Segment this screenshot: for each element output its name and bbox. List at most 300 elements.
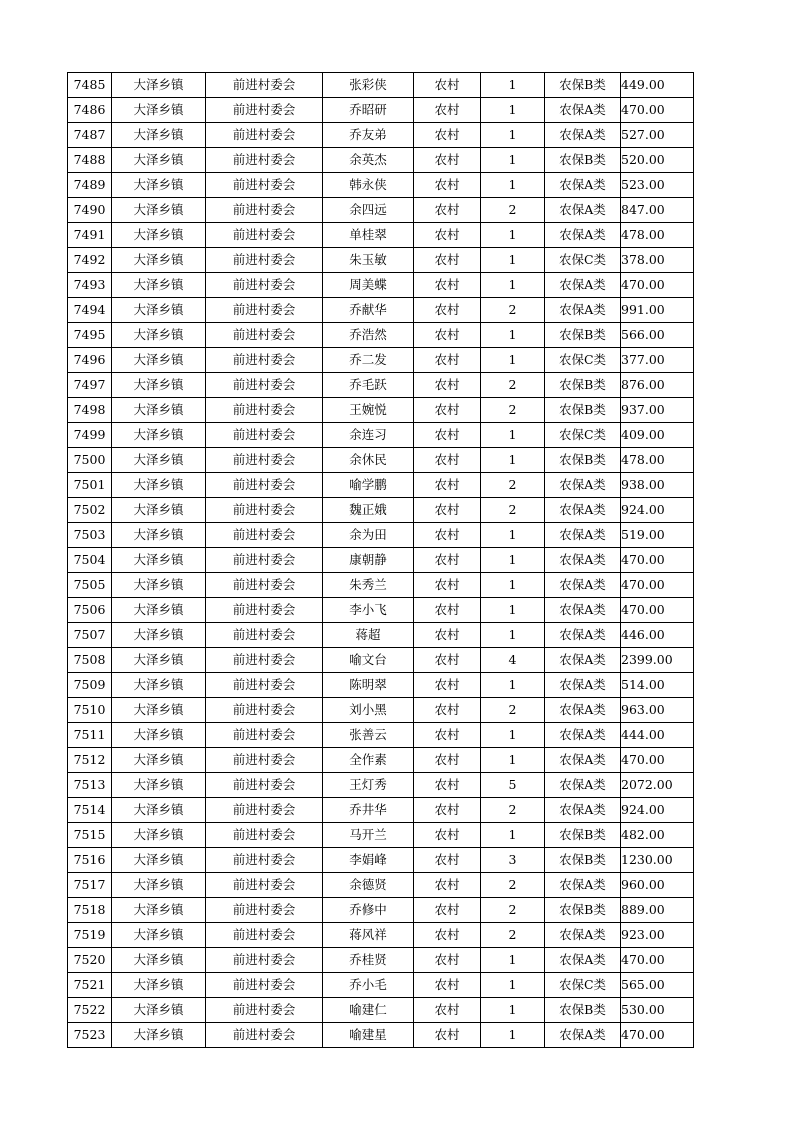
insurance-category-cell: 农保A类 xyxy=(545,673,621,698)
area-type-cell: 农村 xyxy=(414,648,481,673)
seq-number-cell: 7523 xyxy=(68,1023,112,1048)
name-cell: 余连习 xyxy=(323,423,414,448)
township-cell: 大泽乡镇 xyxy=(112,523,206,548)
table-row xyxy=(68,698,694,723)
village-committee-cell: 前进村委会 xyxy=(206,98,323,123)
table-row xyxy=(68,448,694,473)
area-type-cell: 农村 xyxy=(414,298,481,323)
household-count-cell: 1 xyxy=(481,973,545,998)
household-count-cell: 1 xyxy=(481,323,545,348)
seq-number-cell: 7511 xyxy=(68,723,112,748)
township-cell: 大泽乡镇 xyxy=(112,948,206,973)
insurance-category-cell: 农保A类 xyxy=(545,523,621,548)
name-cell: 朱秀兰 xyxy=(323,573,414,598)
table-row xyxy=(68,923,694,948)
household-count-cell: 1 xyxy=(481,523,545,548)
area-type-cell: 农村 xyxy=(414,198,481,223)
household-count-cell: 2 xyxy=(481,398,545,423)
amount-cell: 470.00 xyxy=(621,98,694,123)
household-count-cell: 3 xyxy=(481,848,545,873)
seq-number-cell: 7487 xyxy=(68,123,112,148)
household-count-cell: 2 xyxy=(481,898,545,923)
table-row xyxy=(68,848,694,873)
table-row xyxy=(68,298,694,323)
table-row xyxy=(68,573,694,598)
name-cell: 余为田 xyxy=(323,523,414,548)
village-committee-cell: 前进村委会 xyxy=(206,823,323,848)
seq-number-cell: 7517 xyxy=(68,873,112,898)
township-cell: 大泽乡镇 xyxy=(112,673,206,698)
insurance-category-cell: 农保B类 xyxy=(545,373,621,398)
insurance-category-cell: 农保A类 xyxy=(545,1023,621,1048)
name-cell: 李小飞 xyxy=(323,598,414,623)
township-cell: 大泽乡镇 xyxy=(112,323,206,348)
insurance-category-cell: 农保B类 xyxy=(545,998,621,1023)
village-committee-cell: 前进村委会 xyxy=(206,798,323,823)
village-committee-cell: 前进村委会 xyxy=(206,898,323,923)
insurance-category-cell: 农保A类 xyxy=(545,173,621,198)
name-cell: 乔浩然 xyxy=(323,323,414,348)
village-committee-cell: 前进村委会 xyxy=(206,973,323,998)
area-type-cell: 农村 xyxy=(414,448,481,473)
township-cell: 大泽乡镇 xyxy=(112,98,206,123)
village-committee-cell: 前进村委会 xyxy=(206,323,323,348)
name-cell: 王婉悦 xyxy=(323,398,414,423)
seq-number-cell: 7500 xyxy=(68,448,112,473)
household-count-cell: 1 xyxy=(481,1023,545,1048)
insurance-category-cell: 农保B类 xyxy=(545,323,621,348)
area-type-cell: 农村 xyxy=(414,398,481,423)
table-row xyxy=(68,973,694,998)
amount-cell: 446.00 xyxy=(621,623,694,648)
amount-cell: 523.00 xyxy=(621,173,694,198)
village-committee-cell: 前进村委会 xyxy=(206,123,323,148)
village-committee-cell: 前进村委会 xyxy=(206,73,323,98)
village-committee-cell: 前进村委会 xyxy=(206,398,323,423)
village-committee-cell: 前进村委会 xyxy=(206,273,323,298)
insurance-category-cell: 农保B类 xyxy=(545,398,621,423)
seq-number-cell: 7520 xyxy=(68,948,112,973)
table-row xyxy=(68,348,694,373)
household-count-cell: 2 xyxy=(481,198,545,223)
seq-number-cell: 7509 xyxy=(68,673,112,698)
table-row xyxy=(68,423,694,448)
area-type-cell: 农村 xyxy=(414,748,481,773)
household-count-cell: 1 xyxy=(481,948,545,973)
amount-cell: 938.00 xyxy=(621,473,694,498)
village-committee-cell: 前进村委会 xyxy=(206,848,323,873)
township-cell: 大泽乡镇 xyxy=(112,498,206,523)
table-row xyxy=(68,373,694,398)
area-type-cell: 农村 xyxy=(414,723,481,748)
insurance-category-cell: 农保B类 xyxy=(545,73,621,98)
insurance-category-cell: 农保B类 xyxy=(545,448,621,473)
township-cell: 大泽乡镇 xyxy=(112,598,206,623)
area-type-cell: 农村 xyxy=(414,923,481,948)
seq-number-cell: 7507 xyxy=(68,623,112,648)
table-row xyxy=(68,623,694,648)
township-cell: 大泽乡镇 xyxy=(112,873,206,898)
amount-cell: 1230.00 xyxy=(621,848,694,873)
amount-cell: 2399.00 xyxy=(621,648,694,673)
household-count-cell: 1 xyxy=(481,748,545,773)
name-cell: 喻学鹏 xyxy=(323,473,414,498)
table-row xyxy=(68,873,694,898)
seq-number-cell: 7513 xyxy=(68,773,112,798)
township-cell: 大泽乡镇 xyxy=(112,848,206,873)
household-count-cell: 2 xyxy=(481,923,545,948)
village-committee-cell: 前进村委会 xyxy=(206,473,323,498)
seq-number-cell: 7496 xyxy=(68,348,112,373)
area-type-cell: 农村 xyxy=(414,123,481,148)
name-cell: 张善云 xyxy=(323,723,414,748)
village-committee-cell: 前进村委会 xyxy=(206,173,323,198)
amount-cell: 991.00 xyxy=(621,298,694,323)
table-row xyxy=(68,1023,694,1048)
seq-number-cell: 7521 xyxy=(68,973,112,998)
table-row xyxy=(68,173,694,198)
table-row xyxy=(68,723,694,748)
township-cell: 大泽乡镇 xyxy=(112,423,206,448)
amount-cell: 566.00 xyxy=(621,323,694,348)
township-cell: 大泽乡镇 xyxy=(112,773,206,798)
household-count-cell: 1 xyxy=(481,423,545,448)
seq-number-cell: 7488 xyxy=(68,148,112,173)
amount-cell: 2072.00 xyxy=(621,773,694,798)
household-count-cell: 5 xyxy=(481,773,545,798)
table-row xyxy=(68,673,694,698)
seq-number-cell: 7518 xyxy=(68,898,112,923)
area-type-cell: 农村 xyxy=(414,148,481,173)
amount-cell: 924.00 xyxy=(621,798,694,823)
area-type-cell: 农村 xyxy=(414,823,481,848)
amount-cell: 963.00 xyxy=(621,698,694,723)
village-committee-cell: 前进村委会 xyxy=(206,373,323,398)
township-cell: 大泽乡镇 xyxy=(112,1023,206,1048)
name-cell: 乔小毛 xyxy=(323,973,414,998)
insurance-category-cell: 农保A类 xyxy=(545,573,621,598)
household-count-cell: 2 xyxy=(481,298,545,323)
seq-number-cell: 7506 xyxy=(68,598,112,623)
village-committee-cell: 前进村委会 xyxy=(206,773,323,798)
seq-number-cell: 7505 xyxy=(68,573,112,598)
village-committee-cell: 前进村委会 xyxy=(206,348,323,373)
name-cell: 康朝静 xyxy=(323,548,414,573)
name-cell: 乔友弟 xyxy=(323,123,414,148)
amount-cell: 478.00 xyxy=(621,448,694,473)
household-count-cell: 1 xyxy=(481,823,545,848)
name-cell: 韩永侠 xyxy=(323,173,414,198)
township-cell: 大泽乡镇 xyxy=(112,348,206,373)
area-type-cell: 农村 xyxy=(414,998,481,1023)
area-type-cell: 农村 xyxy=(414,73,481,98)
table-row xyxy=(68,748,694,773)
insurance-category-cell: 农保A类 xyxy=(545,648,621,673)
area-type-cell: 农村 xyxy=(414,1023,481,1048)
name-cell: 喻建星 xyxy=(323,1023,414,1048)
household-count-cell: 1 xyxy=(481,173,545,198)
seq-number-cell: 7494 xyxy=(68,298,112,323)
table-row xyxy=(68,473,694,498)
seq-number-cell: 7489 xyxy=(68,173,112,198)
insurance-category-cell: 农保A类 xyxy=(545,273,621,298)
amount-cell: 923.00 xyxy=(621,923,694,948)
insurance-category-cell: 农保C类 xyxy=(545,973,621,998)
area-type-cell: 农村 xyxy=(414,173,481,198)
seq-number-cell: 7504 xyxy=(68,548,112,573)
table-row xyxy=(68,523,694,548)
township-cell: 大泽乡镇 xyxy=(112,748,206,773)
area-type-cell: 农村 xyxy=(414,273,481,298)
data-table xyxy=(67,72,694,1048)
amount-cell: 847.00 xyxy=(621,198,694,223)
name-cell: 乔修中 xyxy=(323,898,414,923)
seq-number-cell: 7503 xyxy=(68,523,112,548)
seq-number-cell: 7495 xyxy=(68,323,112,348)
name-cell: 余德贤 xyxy=(323,873,414,898)
table-row xyxy=(68,273,694,298)
village-committee-cell: 前进村委会 xyxy=(206,248,323,273)
area-type-cell: 农村 xyxy=(414,673,481,698)
township-cell: 大泽乡镇 xyxy=(112,473,206,498)
amount-cell: 565.00 xyxy=(621,973,694,998)
seq-number-cell: 7515 xyxy=(68,823,112,848)
amount-cell: 470.00 xyxy=(621,548,694,573)
village-committee-cell: 前进村委会 xyxy=(206,423,323,448)
seq-number-cell: 7510 xyxy=(68,698,112,723)
household-count-cell: 1 xyxy=(481,448,545,473)
household-count-cell: 1 xyxy=(481,148,545,173)
table-row xyxy=(68,123,694,148)
area-type-cell: 农村 xyxy=(414,973,481,998)
household-count-cell: 2 xyxy=(481,873,545,898)
name-cell: 张彩侠 xyxy=(323,73,414,98)
amount-cell: 470.00 xyxy=(621,748,694,773)
seq-number-cell: 7493 xyxy=(68,273,112,298)
township-cell: 大泽乡镇 xyxy=(112,448,206,473)
township-cell: 大泽乡镇 xyxy=(112,73,206,98)
insurance-category-cell: 农保A类 xyxy=(545,773,621,798)
insurance-category-cell: 农保A类 xyxy=(545,98,621,123)
table-row xyxy=(68,998,694,1023)
table-row xyxy=(68,398,694,423)
table-row xyxy=(68,73,694,98)
name-cell: 乔井华 xyxy=(323,798,414,823)
village-committee-cell: 前进村委会 xyxy=(206,298,323,323)
table-row xyxy=(68,773,694,798)
insurance-category-cell: 农保A类 xyxy=(545,723,621,748)
table-row xyxy=(68,223,694,248)
name-cell: 乔桂贤 xyxy=(323,948,414,973)
village-committee-cell: 前进村委会 xyxy=(206,148,323,173)
township-cell: 大泽乡镇 xyxy=(112,273,206,298)
name-cell: 李娟峰 xyxy=(323,848,414,873)
table-row xyxy=(68,798,694,823)
insurance-category-cell: 农保A类 xyxy=(545,473,621,498)
household-count-cell: 1 xyxy=(481,273,545,298)
seq-number-cell: 7512 xyxy=(68,748,112,773)
township-cell: 大泽乡镇 xyxy=(112,248,206,273)
name-cell: 余四远 xyxy=(323,198,414,223)
household-count-cell: 1 xyxy=(481,598,545,623)
amount-cell: 377.00 xyxy=(621,348,694,373)
seq-number-cell: 7486 xyxy=(68,98,112,123)
name-cell: 乔昭研 xyxy=(323,98,414,123)
household-count-cell: 1 xyxy=(481,573,545,598)
amount-cell: 470.00 xyxy=(621,598,694,623)
village-committee-cell: 前进村委会 xyxy=(206,548,323,573)
table-row xyxy=(68,248,694,273)
area-type-cell: 农村 xyxy=(414,948,481,973)
amount-cell: 378.00 xyxy=(621,248,694,273)
village-committee-cell: 前进村委会 xyxy=(206,598,323,623)
insurance-category-cell: 农保A类 xyxy=(545,623,621,648)
insurance-category-cell: 农保B类 xyxy=(545,848,621,873)
township-cell: 大泽乡镇 xyxy=(112,998,206,1023)
village-committee-cell: 前进村委会 xyxy=(206,623,323,648)
household-count-cell: 2 xyxy=(481,373,545,398)
name-cell: 喻文台 xyxy=(323,648,414,673)
amount-cell: 470.00 xyxy=(621,948,694,973)
insurance-category-cell: 农保A类 xyxy=(545,548,621,573)
insurance-category-cell: 农保B类 xyxy=(545,148,621,173)
area-type-cell: 农村 xyxy=(414,423,481,448)
name-cell: 周美蝶 xyxy=(323,273,414,298)
name-cell: 刘小黑 xyxy=(323,698,414,723)
name-cell: 单桂翠 xyxy=(323,223,414,248)
amount-cell: 960.00 xyxy=(621,873,694,898)
insurance-category-cell: 农保A类 xyxy=(545,923,621,948)
seq-number-cell: 7499 xyxy=(68,423,112,448)
name-cell: 蒋超 xyxy=(323,623,414,648)
village-committee-cell: 前进村委会 xyxy=(206,748,323,773)
village-committee-cell: 前进村委会 xyxy=(206,523,323,548)
amount-cell: 482.00 xyxy=(621,823,694,848)
household-count-cell: 4 xyxy=(481,648,545,673)
table-row xyxy=(68,598,694,623)
insurance-category-cell: 农保A类 xyxy=(545,748,621,773)
name-cell: 余休民 xyxy=(323,448,414,473)
village-committee-cell: 前进村委会 xyxy=(206,998,323,1023)
insurance-category-cell: 农保A类 xyxy=(545,873,621,898)
table-row xyxy=(68,148,694,173)
area-type-cell: 农村 xyxy=(414,323,481,348)
township-cell: 大泽乡镇 xyxy=(112,698,206,723)
seq-number-cell: 7514 xyxy=(68,798,112,823)
area-type-cell: 农村 xyxy=(414,348,481,373)
insurance-category-cell: 农保A类 xyxy=(545,198,621,223)
household-count-cell: 1 xyxy=(481,248,545,273)
village-committee-cell: 前进村委会 xyxy=(206,1023,323,1048)
area-type-cell: 农村 xyxy=(414,98,481,123)
area-type-cell: 农村 xyxy=(414,573,481,598)
village-committee-cell: 前进村委会 xyxy=(206,673,323,698)
seq-number-cell: 7497 xyxy=(68,373,112,398)
amount-cell: 514.00 xyxy=(621,673,694,698)
household-count-cell: 1 xyxy=(481,348,545,373)
township-cell: 大泽乡镇 xyxy=(112,573,206,598)
seq-number-cell: 7516 xyxy=(68,848,112,873)
area-type-cell: 农村 xyxy=(414,223,481,248)
name-cell: 乔毛跃 xyxy=(323,373,414,398)
insurance-category-cell: 农保A类 xyxy=(545,123,621,148)
area-type-cell: 农村 xyxy=(414,473,481,498)
household-count-cell: 2 xyxy=(481,798,545,823)
village-committee-cell: 前进村委会 xyxy=(206,698,323,723)
township-cell: 大泽乡镇 xyxy=(112,648,206,673)
insurance-category-cell: 农保C类 xyxy=(545,348,621,373)
township-cell: 大泽乡镇 xyxy=(112,373,206,398)
name-cell: 王灯秀 xyxy=(323,773,414,798)
township-cell: 大泽乡镇 xyxy=(112,548,206,573)
household-count-cell: 1 xyxy=(481,98,545,123)
village-committee-cell: 前进村委会 xyxy=(206,448,323,473)
table-row xyxy=(68,498,694,523)
name-cell: 全作素 xyxy=(323,748,414,773)
insurance-category-cell: 农保A类 xyxy=(545,948,621,973)
township-cell: 大泽乡镇 xyxy=(112,298,206,323)
township-cell: 大泽乡镇 xyxy=(112,398,206,423)
table-row xyxy=(68,823,694,848)
village-committee-cell: 前进村委会 xyxy=(206,223,323,248)
village-committee-cell: 前进村委会 xyxy=(206,198,323,223)
table-row xyxy=(68,648,694,673)
seq-number-cell: 7502 xyxy=(68,498,112,523)
area-type-cell: 农村 xyxy=(414,798,481,823)
village-committee-cell: 前进村委会 xyxy=(206,498,323,523)
insurance-category-cell: 农保A类 xyxy=(545,298,621,323)
area-type-cell: 农村 xyxy=(414,698,481,723)
village-committee-cell: 前进村委会 xyxy=(206,873,323,898)
seq-number-cell: 7492 xyxy=(68,248,112,273)
village-committee-cell: 前进村委会 xyxy=(206,573,323,598)
insurance-category-cell: 农保A类 xyxy=(545,223,621,248)
area-type-cell: 农村 xyxy=(414,373,481,398)
household-count-cell: 1 xyxy=(481,723,545,748)
table-row xyxy=(68,323,694,348)
area-type-cell: 农村 xyxy=(414,598,481,623)
name-cell: 魏正娥 xyxy=(323,498,414,523)
table-row xyxy=(68,548,694,573)
area-type-cell: 农村 xyxy=(414,248,481,273)
household-count-cell: 1 xyxy=(481,998,545,1023)
seq-number-cell: 7485 xyxy=(68,73,112,98)
name-cell: 乔二发 xyxy=(323,348,414,373)
township-cell: 大泽乡镇 xyxy=(112,623,206,648)
table-body xyxy=(68,73,694,1048)
insurance-category-cell: 农保C类 xyxy=(545,248,621,273)
township-cell: 大泽乡镇 xyxy=(112,223,206,248)
table-row xyxy=(68,198,694,223)
name-cell: 朱玉敏 xyxy=(323,248,414,273)
seq-number-cell: 7490 xyxy=(68,198,112,223)
township-cell: 大泽乡镇 xyxy=(112,173,206,198)
village-committee-cell: 前进村委会 xyxy=(206,948,323,973)
table-row xyxy=(68,898,694,923)
name-cell: 马开兰 xyxy=(323,823,414,848)
township-cell: 大泽乡镇 xyxy=(112,923,206,948)
household-count-cell: 2 xyxy=(481,498,545,523)
amount-cell: 470.00 xyxy=(621,573,694,598)
area-type-cell: 农村 xyxy=(414,873,481,898)
amount-cell: 444.00 xyxy=(621,723,694,748)
household-count-cell: 1 xyxy=(481,548,545,573)
township-cell: 大泽乡镇 xyxy=(112,723,206,748)
amount-cell: 470.00 xyxy=(621,1023,694,1048)
village-committee-cell: 前进村委会 xyxy=(206,723,323,748)
seq-number-cell: 7508 xyxy=(68,648,112,673)
household-count-cell: 2 xyxy=(481,698,545,723)
